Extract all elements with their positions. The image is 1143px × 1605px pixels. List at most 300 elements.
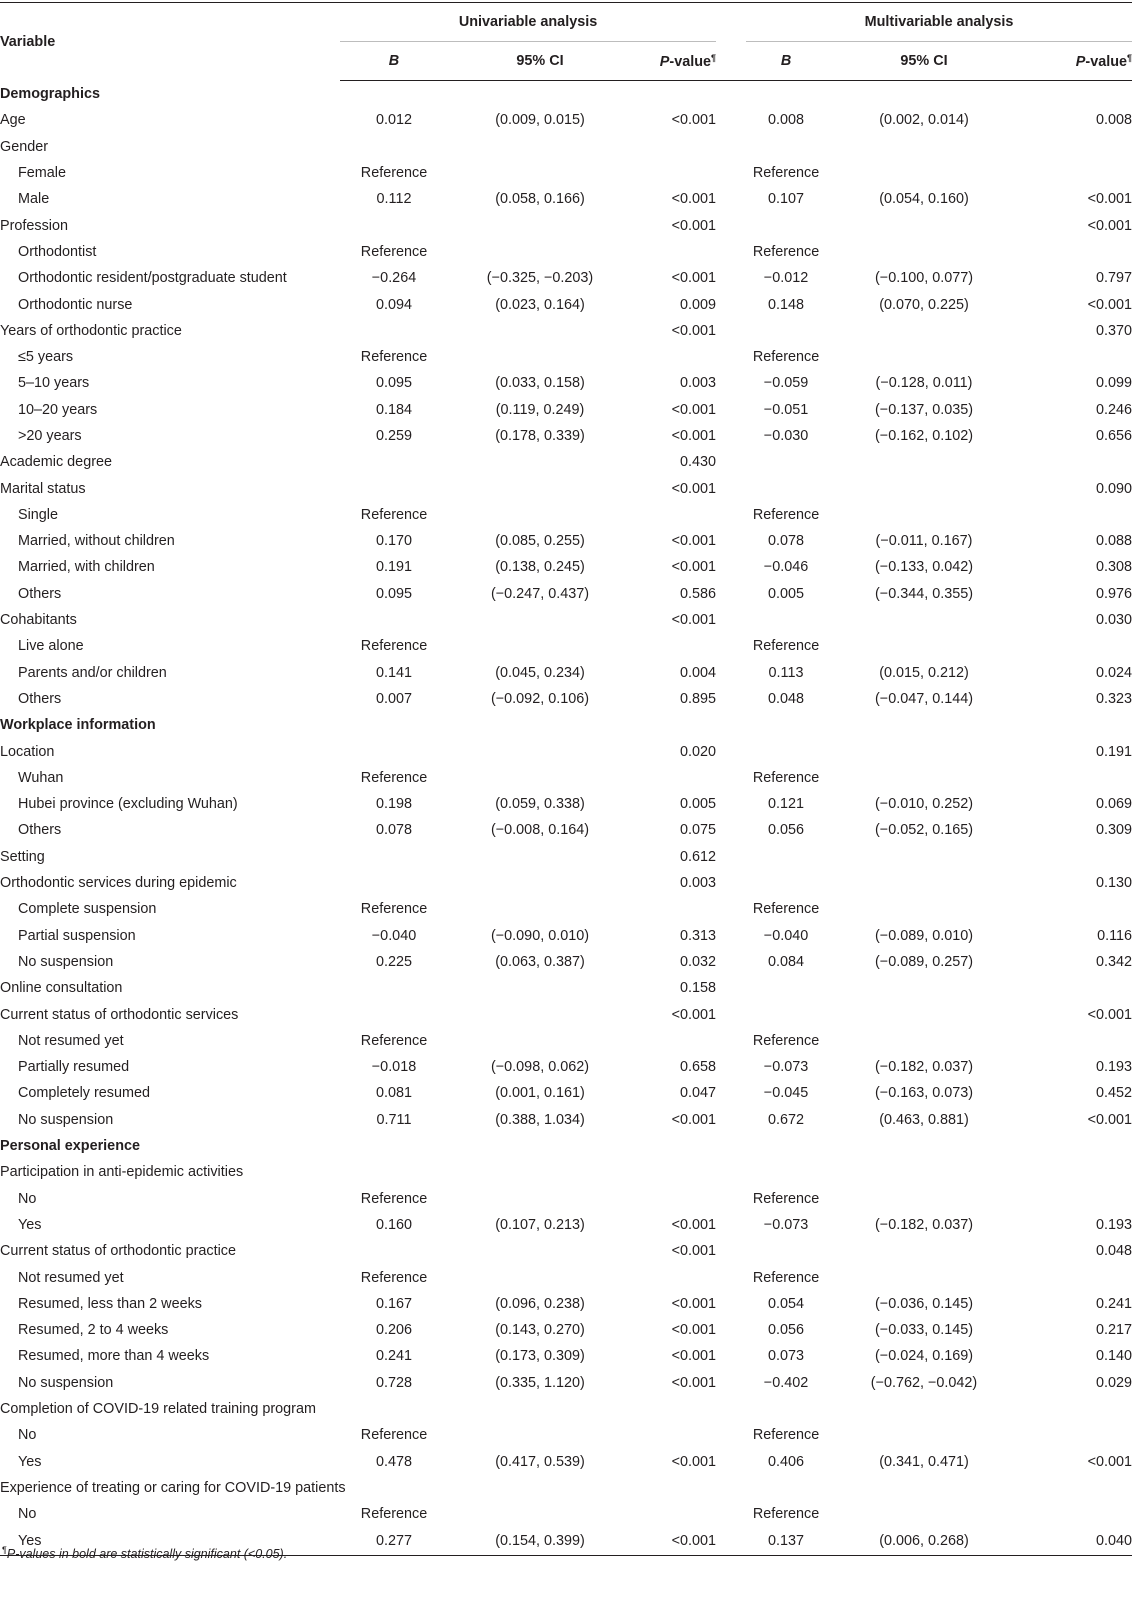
gap-cell <box>716 1001 746 1027</box>
ci-multi-cell: (−0.100, 0.077) <box>875 270 974 287</box>
ci-multi-cell <box>826 212 1022 238</box>
p-multi-cell <box>1022 160 1132 186</box>
gap-cell <box>716 1028 746 1054</box>
b-uni-cell <box>340 449 448 475</box>
b-uni-cell: 0.206 <box>375 1322 412 1339</box>
b-multi-cell: 0.672 <box>768 1111 805 1128</box>
p-uni-cell: 0.004 <box>680 664 717 681</box>
ci-multi-cell: (−0.128, 0.011) <box>875 375 973 392</box>
gap-cell <box>716 949 746 975</box>
b-multi-cell: −0.012 <box>763 270 809 287</box>
variable-cell: Cohabitants <box>0 612 77 629</box>
ci-uni-cell: (0.085, 0.255) <box>495 533 585 550</box>
table-row <box>0 817 1132 843</box>
p-multi-cell: 0.976 <box>1096 585 1133 602</box>
b-multi-cell <box>746 1396 826 1422</box>
p-uni-cell: <0.001 <box>671 559 717 576</box>
b-uni-cell: Reference <box>360 769 428 786</box>
variable-cell: Yes <box>18 1216 42 1233</box>
p-uni-cell: <0.001 <box>671 191 717 208</box>
p-multi-cell <box>1022 81 1132 108</box>
ci-multi-cell: (−0.133, 0.042) <box>875 559 974 576</box>
p-multi-cell <box>1022 344 1132 370</box>
ci-uni-cell <box>448 975 632 1001</box>
variable-cell: Not resumed yet <box>18 1269 124 1286</box>
b-multi-cell <box>746 975 826 1001</box>
ci-multi-cell: (−0.033, 0.145) <box>875 1322 974 1339</box>
b-multi-cell: Reference <box>752 165 820 182</box>
b-uni-cell: Reference <box>360 1190 428 1207</box>
p-multi-cell: 0.029 <box>1096 1374 1133 1391</box>
ci-multi-cell: (0.054, 0.160) <box>879 191 969 208</box>
b-multi-cell: Reference <box>752 1427 820 1444</box>
variable-cell: Married, without children <box>18 533 175 550</box>
gap-cell <box>716 212 746 238</box>
variable-cell: Married, with children <box>18 559 155 576</box>
table-row <box>0 265 1132 291</box>
gap-cell <box>716 449 746 475</box>
table-row <box>0 581 1132 607</box>
ci-uni-cell: (−0.090, 0.010) <box>490 927 589 944</box>
table-row <box>0 502 1132 528</box>
gap-cell <box>716 1212 746 1238</box>
b-uni-cell: −0.040 <box>371 927 417 944</box>
ci-uni-cell <box>448 134 632 160</box>
table-row <box>0 528 1132 554</box>
ci-uni-cell: (0.388, 1.034) <box>495 1111 585 1128</box>
b-multi-cell: 0.078 <box>768 533 805 550</box>
p-multi-cell: 0.008 <box>1096 112 1133 129</box>
ci-uni-cell: (−0.098, 0.062) <box>490 1059 589 1076</box>
ci-uni-cell: (0.033, 0.158) <box>495 375 585 392</box>
p-multi-cell: 0.116 <box>1097 927 1133 944</box>
p-multi-cell <box>1022 844 1132 870</box>
p-uni-cell <box>632 1501 716 1527</box>
ci-multi-cell <box>826 607 1022 633</box>
p-uni-cell: <0.001 <box>671 1374 717 1391</box>
ci-multi-cell: (0.006, 0.268) <box>826 1527 1022 1556</box>
table-row <box>0 607 1132 633</box>
b-multi-cell: 0.054 <box>768 1295 805 1312</box>
table-row <box>0 1212 1132 1238</box>
ci-uni-cell <box>448 738 632 764</box>
ci-multi-cell <box>826 1501 1022 1527</box>
gap-cell <box>716 1291 746 1317</box>
variable-cell: Resumed, more than 4 weeks <box>18 1348 210 1365</box>
b-uni-cell: 0.095 <box>375 375 412 392</box>
b-uni-cell <box>340 1238 448 1264</box>
b-uni-cell <box>340 870 448 896</box>
b-multi-cell: 0.005 <box>768 585 805 602</box>
table-row <box>0 1370 1132 1396</box>
table-row <box>0 949 1132 975</box>
p-multi-cell: 0.323 <box>1096 690 1133 707</box>
ci-multi-cell: (−0.010, 0.252) <box>875 796 974 813</box>
b-uni-cell: Reference <box>360 243 428 260</box>
gap-cell <box>716 1054 746 1080</box>
table-footnote: ¶P-values in bold are statistically significant (<0.05). <box>2 1545 288 1561</box>
p-multi-cell <box>1022 896 1132 922</box>
b-uni-cell: Reference <box>360 1269 428 1286</box>
b-uni-cell: −0.018 <box>371 1059 417 1076</box>
ci-uni-cell <box>448 712 632 738</box>
variable-cell: 5–10 years <box>18 375 90 392</box>
section-row <box>0 81 1132 108</box>
variable-cell: Experience of treating or caring for COVID-19 patients <box>0 1479 346 1496</box>
ci-uni-cell <box>448 1475 632 1501</box>
p-uni-cell <box>632 1028 716 1054</box>
table-row <box>0 738 1132 764</box>
table-row <box>0 1028 1132 1054</box>
gap-cell <box>716 107 746 133</box>
variable-cell: Years of orthodontic practice <box>0 322 182 339</box>
table-header <box>0 3 1132 81</box>
ci-multi-cell <box>826 239 1022 265</box>
gap-cell <box>716 1317 746 1343</box>
b-uni-cell: 0.191 <box>375 559 412 576</box>
ci-multi-cell <box>826 870 1022 896</box>
p-multi-cell <box>1022 449 1132 475</box>
gap-cell <box>716 1343 746 1369</box>
p-uni-cell <box>632 344 716 370</box>
p-uni-cell <box>632 81 716 108</box>
p-uni-cell: <0.001 <box>671 1322 717 1339</box>
b-uni-cell: 0.094 <box>375 296 412 313</box>
gap-cell <box>716 370 746 396</box>
ci-multi-cell <box>826 1028 1022 1054</box>
ci-uni-cell: (0.063, 0.387) <box>495 953 585 970</box>
table-row <box>0 1238 1132 1264</box>
variable-cell: Location <box>0 743 55 760</box>
gap-cell <box>716 1238 746 1264</box>
table-row <box>0 896 1132 922</box>
p-uni-cell: <0.001 <box>671 217 717 234</box>
variable-cell: No suspension <box>18 1111 114 1128</box>
variable-cell: No <box>18 1190 37 1207</box>
table-row <box>0 686 1132 712</box>
b-uni-cell: 0.184 <box>375 401 412 418</box>
p-multi-cell: <0.001 <box>1087 191 1133 208</box>
variable-cell: Single <box>18 506 59 523</box>
table-row <box>0 1448 1132 1474</box>
table-row <box>0 1396 1132 1422</box>
variable-cell: Parents and/or children <box>18 664 167 681</box>
gap-cell <box>716 844 746 870</box>
section-row <box>0 712 1132 738</box>
p-multi-cell: 0.030 <box>1096 612 1133 629</box>
ci-multi-cell: (−0.182, 0.037) <box>875 1216 974 1233</box>
ci-uni-cell <box>448 1133 632 1159</box>
b-multi-cell: −0.045 <box>763 1085 809 1102</box>
p-header-uni: P-value¶ <box>632 42 716 81</box>
ci-uni-cell <box>448 1028 632 1054</box>
b-multi-cell: 0.113 <box>768 664 804 681</box>
ci-uni-cell: (0.178, 0.339) <box>495 428 585 444</box>
b-multi-cell: −0.046 <box>763 559 809 576</box>
p-multi-cell: 0.656 <box>1096 428 1133 444</box>
b-uni-cell: Reference <box>360 1032 428 1049</box>
variable-cell: Others <box>18 690 62 707</box>
variable-cell: Setting <box>0 848 45 865</box>
p-uni-cell: 0.586 <box>680 585 717 602</box>
ci-multi-cell <box>826 1001 1022 1027</box>
gap-cell <box>716 1448 746 1474</box>
p-uni-cell: <0.001 <box>671 1216 717 1233</box>
table-row <box>0 449 1132 475</box>
table-row <box>0 1475 1132 1501</box>
table-row <box>0 1054 1132 1080</box>
gap-cell <box>716 1396 746 1422</box>
variable-cell: Orthodontic resident/postgraduate student <box>18 270 287 287</box>
p-uni-cell: <0.001 <box>671 1111 717 1128</box>
b-uni-cell: Reference <box>360 506 428 523</box>
p-uni-cell: <0.001 <box>671 1006 717 1023</box>
variable-cell: Others <box>18 822 62 839</box>
table-row <box>0 1080 1132 1106</box>
ci-multi-cell <box>826 633 1022 659</box>
p-uni-cell <box>632 1264 716 1290</box>
b-uni-cell <box>340 607 448 633</box>
table-row <box>0 975 1132 1001</box>
p-multi-cell: 0.370 <box>1096 322 1133 339</box>
b-multi-cell <box>746 844 826 870</box>
p-uni-cell: <0.001 <box>671 533 717 550</box>
section-row <box>0 1133 1132 1159</box>
ci-multi-cell <box>826 844 1022 870</box>
p-uni-cell: <0.001 <box>671 270 717 287</box>
b-uni-cell: 0.095 <box>375 585 412 602</box>
p-uni-cell <box>632 160 716 186</box>
gap-cell <box>716 239 746 265</box>
ci-uni-cell <box>448 1185 632 1211</box>
b-uni-cell: 0.012 <box>375 112 412 129</box>
gap-cell <box>716 134 746 160</box>
b-uni-cell: Reference <box>360 165 428 182</box>
p-uni-cell: <0.001 <box>671 1243 717 1260</box>
ci-uni-cell: (0.173, 0.309) <box>495 1348 585 1365</box>
ci-multi-cell <box>826 449 1022 475</box>
gap-cell <box>716 633 746 659</box>
variable-cell: Orthodontic services during epidemic <box>0 875 237 892</box>
ci-uni-cell <box>448 1396 632 1422</box>
table-row <box>0 791 1132 817</box>
b-uni-cell: 0.078 <box>375 822 412 839</box>
variable-cell: Workplace information <box>0 717 156 734</box>
header-row-groups <box>0 3 1132 42</box>
b-multi-cell: 0.137 <box>746 1527 826 1556</box>
b-multi-cell: Reference <box>752 769 820 786</box>
variable-cell: Complete suspension <box>18 901 157 918</box>
ci-multi-cell: (−0.137, 0.035) <box>875 401 974 418</box>
ci-uni-cell: (0.154, 0.399) <box>448 1527 632 1556</box>
p-uni-cell <box>632 633 716 659</box>
variable-cell: Personal experience <box>0 1138 140 1155</box>
gap-cell <box>716 344 746 370</box>
b-multi-cell: Reference <box>752 1190 820 1207</box>
variable-cell: Academic degree <box>0 454 112 471</box>
p-multi-cell: 0.191 <box>1096 743 1133 760</box>
p-uni-cell <box>632 239 716 265</box>
b-uni-cell: 0.007 <box>375 690 412 707</box>
ci-uni-cell: (0.096, 0.238) <box>495 1295 585 1312</box>
p-uni-cell: 0.032 <box>680 953 717 970</box>
p-uni-cell: 0.895 <box>680 690 717 707</box>
b-multi-cell <box>746 1001 826 1027</box>
b-uni-cell <box>340 712 448 738</box>
variable-cell: Yes <box>18 1453 42 1470</box>
p-uni-cell: <0.001 <box>671 1348 717 1365</box>
p-uni-cell: <0.001 <box>671 322 717 339</box>
b-multi-cell: −0.051 <box>763 401 809 418</box>
variable-cell: Female <box>18 165 66 182</box>
ci-uni-cell <box>448 1264 632 1290</box>
ci-multi-cell <box>826 134 1022 160</box>
variable-cell: Profession <box>0 217 68 234</box>
ci-uni-cell: (0.045, 0.234) <box>495 664 585 681</box>
b-multi-cell: Reference <box>752 243 820 260</box>
b-multi-cell: −0.402 <box>763 1374 809 1391</box>
ci-uni-cell <box>448 239 632 265</box>
ci-multi-cell <box>826 1396 1022 1422</box>
b-uni-cell: 0.167 <box>375 1295 412 1312</box>
p-multi-cell: 0.193 <box>1096 1059 1133 1076</box>
ci-uni-cell <box>448 449 632 475</box>
p-multi-cell <box>1022 1422 1132 1448</box>
ci-uni-cell <box>448 81 632 108</box>
b-multi-cell: −0.059 <box>763 375 809 392</box>
header-gap <box>716 42 746 81</box>
variable-cell: Yes <box>0 1527 340 1556</box>
p-multi-cell: <0.001 <box>1087 1006 1133 1023</box>
variable-cell: Partial suspension <box>18 927 136 944</box>
gap-cell <box>716 975 746 1001</box>
gap-cell <box>716 81 746 108</box>
b-multi-cell: Reference <box>752 901 820 918</box>
p-uni-cell: 0.047 <box>680 1085 717 1102</box>
gap-cell <box>716 1501 746 1527</box>
p-multi-cell <box>1022 1501 1132 1527</box>
variable-cell: Current status of orthodontic services <box>0 1006 239 1023</box>
p-multi-cell: 0.069 <box>1096 796 1133 813</box>
table-row <box>0 1107 1132 1133</box>
p-multi-cell: 0.241 <box>1096 1295 1133 1312</box>
p-uni-cell: 0.003 <box>680 875 717 892</box>
b-multi-cell: 0.121 <box>768 796 805 813</box>
ci-multi-cell <box>826 738 1022 764</box>
gap-cell <box>716 528 746 554</box>
p-multi-cell: 0.130 <box>1096 875 1133 892</box>
gap-cell <box>716 1370 746 1396</box>
table-row <box>0 1001 1132 1027</box>
ci-uni-cell <box>448 896 632 922</box>
ci-uni-cell: (−0.247, 0.437) <box>490 585 589 602</box>
b-uni-cell <box>340 1396 448 1422</box>
table-row <box>0 1317 1132 1343</box>
variable-cell: Live alone <box>18 638 84 655</box>
b-uni-cell: 0.241 <box>375 1348 412 1365</box>
p-uni-cell: 0.658 <box>680 1059 717 1076</box>
gap-cell <box>716 686 746 712</box>
variable-cell: Completion of COVID-19 related training program <box>0 1400 316 1417</box>
table-row <box>0 475 1132 501</box>
b-uni-cell <box>340 212 448 238</box>
table-row <box>0 765 1132 791</box>
ci-multi-cell: (−0.163, 0.073) <box>875 1085 974 1102</box>
regression-table <box>0 2 1132 1556</box>
ci-multi-cell: (−0.047, 0.144) <box>875 690 974 707</box>
b-uni-cell: Reference <box>360 638 428 655</box>
variable-cell: Demographics <box>0 85 100 102</box>
variable-header: Variable <box>0 3 340 81</box>
b-uni-cell <box>340 475 448 501</box>
ci-multi-cell <box>826 1185 1022 1211</box>
ci-uni-cell <box>448 1238 632 1264</box>
variable-cell: Completely resumed <box>18 1085 150 1102</box>
ci-uni-cell: (0.417, 0.539) <box>495 1453 585 1470</box>
b-uni-cell: 0.728 <box>375 1374 412 1391</box>
p-multi-cell <box>1022 1185 1132 1211</box>
variable-cell: Current status of orthodontic practice <box>0 1243 236 1260</box>
p-uni-cell <box>632 134 716 160</box>
ci-uni-cell: (0.138, 0.245) <box>495 559 585 576</box>
table-row <box>0 186 1132 212</box>
p-uni-cell: 0.003 <box>680 375 717 392</box>
gap-cell <box>716 1107 746 1133</box>
ci-uni-cell <box>448 1001 632 1027</box>
b-uni-cell: 0.141 <box>375 664 412 681</box>
p-multi-cell <box>1022 1475 1132 1501</box>
gap-cell <box>716 660 746 686</box>
variable-cell: 10–20 years <box>18 401 98 418</box>
b-uni-cell: 0.277 <box>340 1527 448 1556</box>
b-multi-cell <box>746 870 826 896</box>
table-row <box>0 423 1132 449</box>
b-multi-cell: 0.008 <box>768 112 805 129</box>
ci-uni-cell <box>448 318 632 344</box>
p-uni-cell: <0.001 <box>671 1295 717 1312</box>
p-multi-cell: 0.308 <box>1096 559 1133 576</box>
p-uni-cell: 0.612 <box>680 848 717 865</box>
ci-uni-cell <box>448 160 632 186</box>
b-header-multi: B <box>746 42 826 81</box>
variable-cell: Not resumed yet <box>18 1032 124 1049</box>
b-multi-cell: Reference <box>752 1506 820 1523</box>
ci-multi-cell <box>826 896 1022 922</box>
ci-multi-cell <box>826 1238 1022 1264</box>
ci-multi-cell: (−0.052, 0.165) <box>875 822 974 839</box>
table-row <box>0 554 1132 580</box>
variable-cell: No suspension <box>18 1374 114 1391</box>
b-multi-cell <box>746 81 826 108</box>
p-multi-cell: 0.099 <box>1096 375 1133 392</box>
p-multi-cell: 0.452 <box>1096 1085 1133 1102</box>
ci-multi-cell <box>826 81 1022 108</box>
ci-multi-cell: (−0.162, 0.102) <box>875 428 974 444</box>
table-row <box>0 1501 1132 1527</box>
b-multi-cell: −0.073 <box>763 1216 809 1233</box>
gap-cell <box>716 817 746 843</box>
p-multi-cell <box>1022 1396 1132 1422</box>
table-row <box>0 660 1132 686</box>
p-uni-cell <box>632 1422 716 1448</box>
gap-cell <box>716 923 746 949</box>
p-multi-cell <box>1022 1264 1132 1290</box>
p-uni-cell <box>632 1396 716 1422</box>
b-uni-cell: 0.112 <box>376 191 412 208</box>
gap-cell <box>716 1527 746 1556</box>
ci-uni-cell: (−0.092, 0.106) <box>490 690 589 707</box>
b-multi-cell: 0.048 <box>768 690 805 707</box>
